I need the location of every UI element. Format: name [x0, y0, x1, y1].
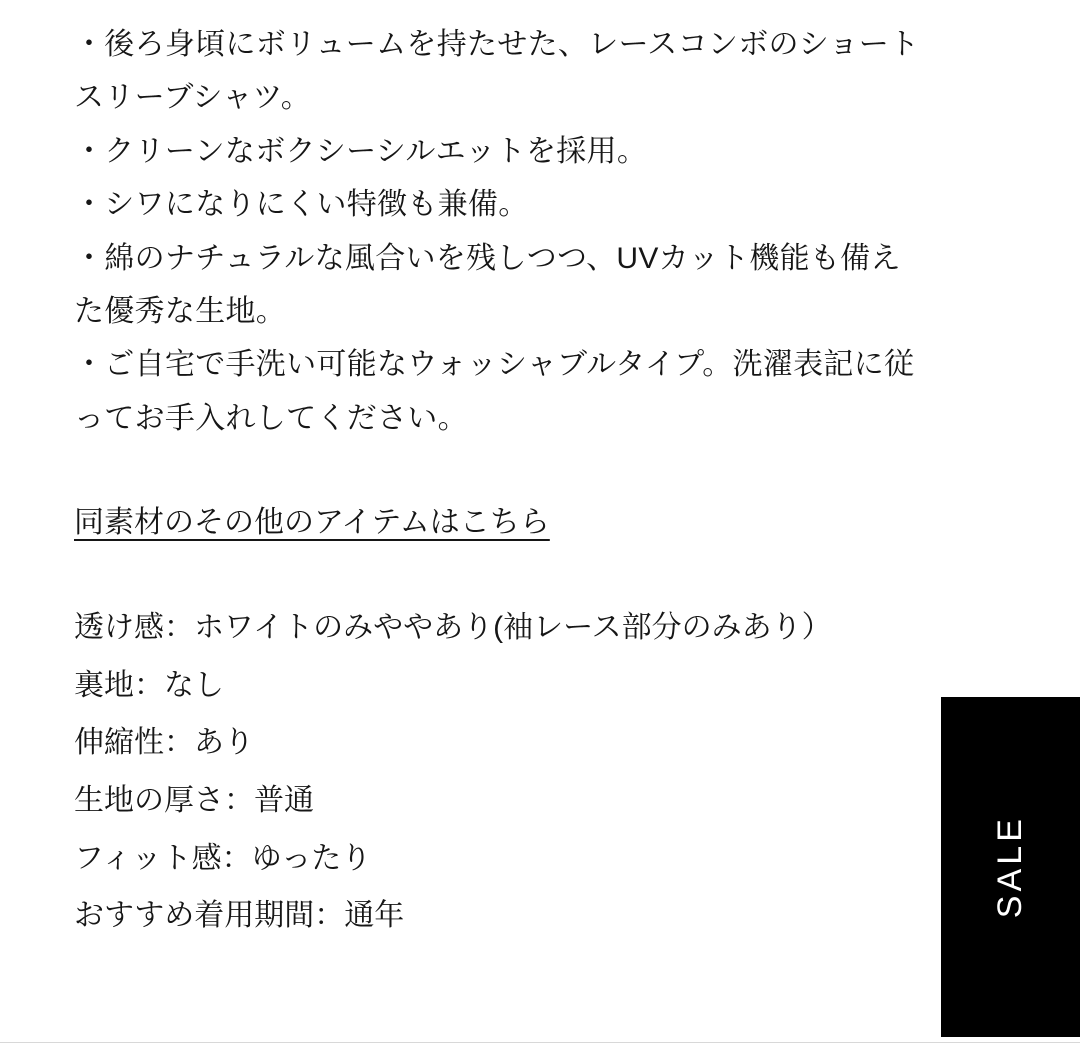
description-line: ・クリーンなボクシーシルエットを採用。	[74, 134, 648, 168]
spec-row: 裏地：なし	[74, 668, 224, 702]
spec-row: フィット感：ゆったり	[74, 841, 372, 875]
product-description	[74, 18, 1006, 445]
description-line: ってお手入れしてください。	[74, 401, 468, 435]
divider	[0, 1042, 1080, 1043]
section-spacer	[74, 445, 1006, 499]
description-line: ・シワになりにくい特徴も兼備。	[74, 188, 529, 222]
spec-row: 透け感：ホワイトのみややあり(袖レース部分のみあり）	[74, 611, 832, 645]
sale-badge-label: SALE	[991, 815, 1029, 919]
spec-row: おすすめ着用期間：通年	[74, 899, 405, 933]
product-spec-list	[74, 599, 1006, 945]
description-line: ・ご自宅で手洗い可能なウォッシャブルタイプ。洗濯表記に従	[74, 348, 915, 382]
same-material-items-link[interactable]: 同素材のその他のアイテムはこちら	[74, 506, 550, 540]
material-link-row	[74, 499, 1006, 547]
description-line: ・後ろ身頃にボリュームを持たせた、レースコンボのショート	[74, 28, 920, 61]
description-line: スリーブシャツ。	[74, 81, 311, 115]
spec-row: 伸縮性：あり	[74, 726, 254, 760]
sale-badge	[941, 697, 1080, 1037]
description-line: ・綿のナチュラルな風合いを残しつつ、UVカット機能も備え	[74, 241, 901, 275]
spec-row: 生地の厚さ：普通	[74, 783, 314, 817]
section-spacer	[74, 547, 1006, 599]
description-line: た優秀な生地。	[74, 294, 287, 328]
